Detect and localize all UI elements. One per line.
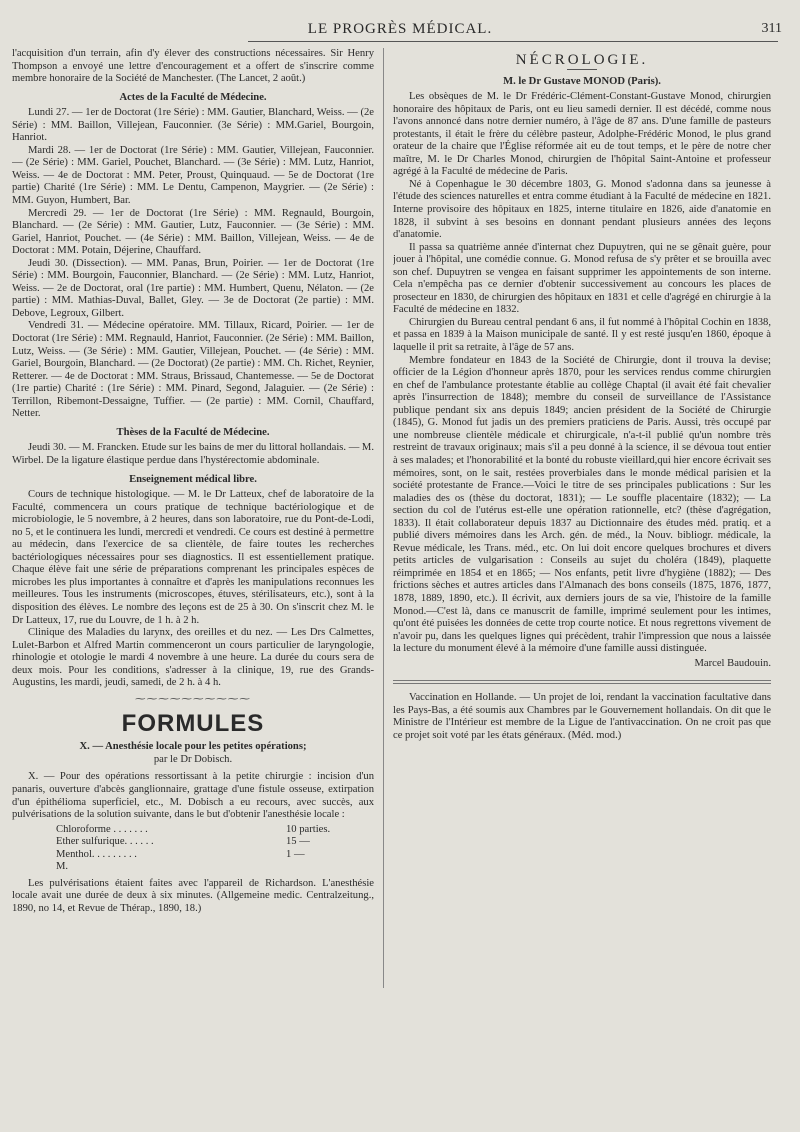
left-column <box>12 48 374 915</box>
recipe-list <box>56 824 374 874</box>
actes-entry: Mardi 28. — 1er de Doctorat (1re Série) : MM. Gautier, Villejean, Fauconnier. — (2e Série) : MM. Gariel, Pouchet, Blanchard. — (3e Série) : MM. Lutz, Hanriot, Weiss. — 4e de Doctorat : MM. Peter, Proust, Quinquaud. — 5e de Doctorat (1re partie) Charité (1re Série) : MM. Le Dentu, Campenon, Maygrier. — (2e Série) : MM. Guyon, Humbert, Bar. <box>12 144 374 207</box>
necrologie-heading: NÉCROLOGIE. <box>515 52 649 68</box>
column-divider <box>383 48 384 988</box>
formules-heading: FORMULES <box>121 710 265 738</box>
recipe-ingredient: Menthol. . . . . . . . . <box>56 848 137 860</box>
formula-title: X. — Anesthésie locale pour les petites opérations; <box>79 741 307 753</box>
page-header <box>250 20 800 42</box>
recipe-ingredient: Chloroforme . . . . . . . <box>56 823 148 835</box>
enseignement-paragraph: Clinique des Maladies du larynx, des oreilles et du nez. — Les Drs Calmettes, Lulet-Barbon et Alfred Martin commenceront un cours particulier de laryngologie, rhinologie et otologie le mardi 4 novembre à une heure. La durée du cours sera de deux mois. Pour les conditions, s'adresser à la clinique, 19, rue des Grands-Augustins, les mardi, jeudi, samedi, de 2 h. à 4 h. <box>12 627 374 689</box>
obituary-paragraph: Né à Copenhague le 30 décembre 1803, G. Monod s'adonna dans sa jeunesse à l'étude des sciences naturelles et entra comme étudiant à la Faculté de médecine en 1821. Interne provisoire des hôpitaux en 1825, interne titulaire en 1826, aide d'anatomie en 1828, il subvint à ses besoins en donnant pendant plusieurs années des leçons d'anatomie. <box>393 178 771 241</box>
recipe-amount: 1 — <box>286 848 305 860</box>
header-rule <box>248 41 778 42</box>
journal-title: LE PROGRÈS MÉDICAL. <box>307 21 493 37</box>
theses-heading: Thèses de la Faculté de Médecine. <box>116 426 270 438</box>
enseignement-heading: Enseignement médical libre. <box>129 473 257 485</box>
recipe-line <box>56 861 374 874</box>
recipe-line <box>56 849 374 862</box>
theses-paragraph: Jeudi 30. — M. Francken. Etude sur les bains de mer du littoral hollandais. — M. Wirbel. De la ligature élastique perdue dans l'hystérectomie abdominale. <box>12 442 374 466</box>
actes-heading: Actes de la Faculté de Médecine. <box>119 91 267 103</box>
page-number: 311 <box>761 21 782 36</box>
recipe-line <box>56 824 374 837</box>
obituary-paragraph: Chirurgien du Bureau central pendant 6 ans, il fut nommé à l'hôpital Cochin en 1838, et passa en 1839 à la Maison municipale de santé. Il y est resté jusqu'en 1860, époque à laquelle il prit sa retraite, à l'âge de 57 ans. <box>393 316 771 354</box>
enseignement-paragraph: Cours de technique histologique. — M. le Dr Latteux, chef de laboratoire de la Faculté, commencera un cours pratique de technique bactériologique et de microbiologie, le 5 novembre, à 2 heures, dans son laboratoire, rue du Pont-de-Lodi, no 5, et le continuera les lundi, mercredi et vendredi. Ce cours est destiné à permettre au médecin, dans l'exercice de sa clientèle, de faire toutes les recherches bactériologiques nécessaires pour ses diagnostics. Il est essentiellement pratique. Chaque élève fait une série de préparations comprenant les principales espèces de microbes les plus importantes à connaître et d'après les manipulations reconnues les meilleures. Tous les instruments (microscopes, étuves, stérilisateurs, etc.), sont à la disposition des élèves. Le nombre des leçons est de 25 à 30. On s'inscrit chez M. le Dr Latteux, 17, rue du Louvre, de 1 h. à 2 h. <box>12 489 374 626</box>
recipe-amount: 10 parties. <box>286 823 331 835</box>
short-rule <box>567 69 597 70</box>
formula-author: par le Dr Dobisch. <box>153 753 233 765</box>
obituary-title: M. le Dr Gustave MONOD (Paris). <box>503 75 661 87</box>
actes-entry: Vendredi 31. — Médecine opératoire. MM. Tillaux, Ricard, Poirier. — 1er de Doctorat (1re Série) : MM. Regnauld, Hanriot, Fauconnier. (2e Série) : MM. Baillon, Lutz, Weiss. — (3e Série) : MM. Gautier, Villejean, Pouchet. — (4e Série) : MM. Gariel, Bourgoin, Blanchard. — (2e Doctorat) (2e partie) : MM. Ch. Richet, Reynier, Retterer. — 4e de Doctorat : MM. Straus, Brissaud, Chantemesse. — 5e de Doctorat (1re partie) Charité : (1re Série) : MM. Pinard, Segond, Jalaguier. — (2e Série) : Terrillon, Ribemont-Dessaigne, Tuffier. — (2e partie) : MM. Cornil, Chauffard, Netter. <box>12 320 374 420</box>
recipe-ingredient: Ether sulfurique. . . . . . <box>56 836 154 848</box>
obituary-paragraph: Membre fondateur en 1843 de la Société de Chirurgie, dont il trouva la devise; officier de la Légion d'honneur après 1870, pour les services rendus comme chirurgien en chef de l'ambulance protestante établie au collège Chaptal (il avait été fait chevalier après l'insurrection de 1848); membre du conseil de surveillance de l'Assistance publique pendant six ans depuis 1849; ancien président de la Société de Chirurgie (1845), G. Monod fut jadis un des premiers praticiens de Paris. Aussi, très occupé par une nombreuse clientèle médicale et chirurgicale, n'a-t-il publié qu'un nombre très restreint de travaux originaux; mais s'il a peu donné à la science, il se dévoua tout entier à ses malades; et l'honorabilité et la bonté du robuste vieillard,qui hier encore écrivait ses mémoires, sont, on le sait, restées proverbiales dans le monde médical parisien et la société protestante de France.—Voici le titre de ses principales publications : Sur les maladies des os (thèse du doctorat, 1831); — Le souffle placentaire (1832); — La section du col de l'utérus est-elle une opération rationnelle, etc? (thèse d'agrégation, 1833). Il était collaborateur depuis 1837 au Dictionnaire des études méd. pratiq. et a publié divers mémoires dans les Arch. gén. de méd., la Nouv. bibliogr. médicale, la Revue médicale, les Trans. méd., etc. On lui doit encore quelques brochures et divers petits articles de vulgarisation : Conseils au sujet du choléra (1849), plaquette réimprimée en 1854 et en 1865; — Nos enfants, petit livre d'hygiène (1882); — Des frictions sèches et autres articles dans l'Almanach des bons conseils (1875, 1876, 1877, 1878, 1889, 1890, etc.). Il écrivit, aux derniers jours de sa vie, l'histoire de la famille Monod.—C'est là, dans ce manuscrit de famille, imprimé seulement pour les intimes, qu'ont été puisées les données de cette trop courte notice. Et nous regrettons vivement de n'avoir pu, dans les quelques lignes qui précèdent, trahir l'impression que nous a laissée la lecture du monument élevé à la mémoire d'une famille aussi distinguée. <box>393 354 771 655</box>
recipe-ingredient: M. <box>56 861 69 873</box>
actes-entry: Jeudi 30. (Dissection). — MM. Panas, Brun, Poirier. — 1er de Doctorat (1re Série) : MM. Bourgoin, Fauconnier, Blanchard. — (2e Série) : MM. Lutz, Hanriot, Weiss. — 2e de Doctorat, oral (1re partie) : MM. Humbert, Quenu, Nélaton. — (2e partie) : MM. Mathias-Duval, Ballet, Gley. — 3e de Doctorat (2e partie) : MM. Debove, Legroux, Gilbert. <box>12 257 374 319</box>
intro-paragraph: l'acquisition d'un terrain, afin d'y élever des constructions nécessaires. Sir Henry Thompson a envoyé une lettre d'encouragement et a offert de s'inscrire comme membre honoraire de la Société de Manchester. (The Lancet, 2 août.) <box>12 48 374 85</box>
right-column <box>393 48 771 742</box>
actes-entry: Lundi 27. — 1er de Doctorat (1re Série) : MM. Gautier, Blanchard, Weiss. — (2e Série) : MM. Baillon, Villejean, Fauconnier. (3e Série) : MM.Gariel, Bourgoin, Hanriot. <box>12 107 374 144</box>
vaccination-paragraph: Vaccination en Hollande. — Un projet de loi, rendant la vaccination facultative dans les Pays-Bas, a été soumis aux Chambres par le Gouvernement hollandais. On dit que le Ministre de l'Intérieur est membre de la Ligue de l'antivaccination. On ne croit pas que ce projet soit voté par les états généraux. (Méd. mod.) <box>393 692 771 741</box>
actes-entry: Mercredi 29. — 1er de Doctorat (1re Série) : MM. Regnauld, Bourgoin, Blanchard. — (2e Série) : MM. Gautier, Lutz, Fauconnier. — (3e Série) : MM. Gariel, Hanriot, Pouchet. — (4e Série) : MM. Baillon, Villejean, Weiss. — 4e de Doctorat : MM. Potain, Déjerine, Chauffard. <box>12 207 374 257</box>
formula-text: X. — Pour des opérations ressortissant à la petite chirurgie : incision d'un panaris, ouverture d'abcès ganglionnaire, grattage d'une fistule osseuse, extirpation d'un épithélioma superficiel, etc., M. Dobisch a eu recours, avec succès, aux pulvérisations de la solution suivante, dans le but d'obtenir l'anesthésie locale : <box>12 771 374 821</box>
obituary-paragraph: Les obsèques de M. le Dr Frédéric-Clément-Constant-Gustave Monod, chirurgien honoraire des hôpitaux de Paris, ont eu lieu samedi dernier. Il est décédé, comme nous l'avons annoncé dans notre dernier numéro, à l'âge de 87 ans. D'une famille de pasteurs protestants, il était le frère du célèbre pasteur, Adolphe-Frédéric Monod, le plus grand orateur de la chaire que l'Église réformée ait eu de tout temps, et le père de notre cher maître, M. le Dr Charles Monod, chirurgien de l'hôpital Saint-Antoine et professeur agrégé à la Faculté de médecine de Paris. <box>393 91 771 178</box>
ornament-divider: ⁓⁓⁓⁓⁓⁓⁓⁓⁓⁓ <box>135 693 251 705</box>
section-separator <box>393 680 771 684</box>
obituary-paragraph: Il passa sa quatrième année d'internat chez Dupuytren, qui ne se gênait guère, pour jouer à l'hôpital, une comédie connue. G. Monod refusa de s'y prêter et se brouilla avec son chef. Dupuytren se vengea en faisant supprimer les appointements de son interne. Cela n'empêcha pas ce dernier d'obtenir successivement au concours les places de prosecteur en 1830, de chirurgien des hôpitaux en 1831 et celle d'agrégé en chirurgie à la Faculté de médecine en 1832. <box>393 241 771 316</box>
recipe-amount: 15 — <box>286 836 310 848</box>
recipe-line <box>56 836 374 849</box>
signature: Marcel Baudouin. <box>694 657 771 669</box>
formula-after: Les pulvérisations étaient faites avec l'appareil de Richardson. L'anesthésie locale avait une durée de deux à six minutes. (Allgemeine medic. Centralzeitung., 1890, no 14, et Revue de Thérap., 1890, 18.) <box>12 877 374 914</box>
